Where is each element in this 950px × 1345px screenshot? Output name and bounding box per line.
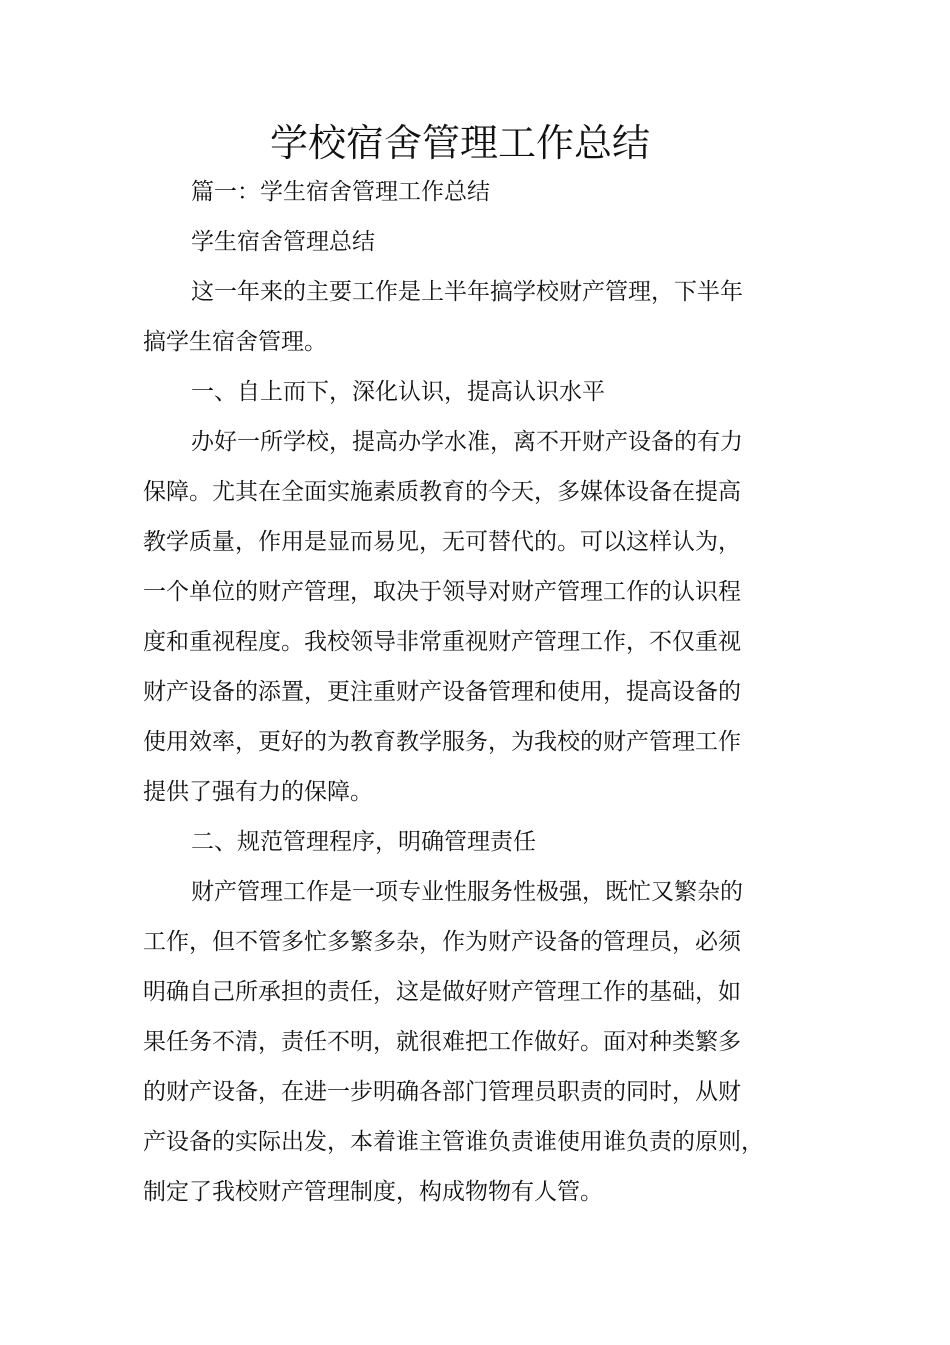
text-line: 度和重视程度。我校领导非常重视财产管理工作，不仅重视	[143, 629, 741, 655]
text-line: 果任务不清，责任不明，就很难把工作做好。面对种类繁多	[143, 1029, 741, 1055]
text-line: 使用效率，更好的为教育教学服务，为我校的财产管理工作	[143, 729, 741, 755]
text-line: 一、自上而下，深化认识，提高认识水平	[191, 379, 605, 405]
document-title: 学校宿舍管理工作总结	[269, 121, 650, 165]
paragraph-subtitle	[143, 217, 753, 267]
text-line: 明确自己所承担的责任，这是做好财产管理工作的基础，如	[143, 979, 741, 1005]
text-line: 财产设备的添置，更注重财产设备管理和使用，提高设备的	[143, 679, 741, 705]
text-line: 教学质量，作用是显而易见，无可替代的。可以这样认为，	[143, 529, 741, 555]
paragraph-intro	[143, 267, 753, 367]
text-line: 提供了强有力的保障。	[143, 779, 373, 805]
text-line: 搞学生宿舍管理。	[143, 329, 327, 355]
section-heading-two	[143, 817, 753, 867]
paragraph-section-one	[143, 417, 753, 817]
text-line: 产设备的实际出发，本着谁主管谁负责谁使用谁负责的原则，	[143, 1129, 764, 1155]
text-line: 的财产设备，在进一步明确各部门管理员职责的同时，从财	[143, 1079, 741, 1105]
text-line: 篇一：学生宿舍管理工作总结	[191, 179, 490, 205]
text-line: 制定了我校财产管理制度，构成物物有人管。	[143, 1179, 603, 1205]
document-body	[143, 167, 764, 1217]
text-line: 办好一所学校，提高办学水准，离不开财产设备的有力	[191, 429, 743, 455]
text-line: 保障。尤其在全面实施素质教育的今天，多媒体设备在提高	[143, 479, 741, 505]
text-line: 这一年来的主要工作是上半年搞学校财产管理，下半年	[191, 279, 743, 305]
paragraph-heading-part-one	[143, 167, 753, 217]
text-line: 二、规范管理程序，明确管理责任	[191, 829, 536, 855]
text-line: 财产管理工作是一项专业性服务性极强，既忙又繁杂的	[191, 879, 743, 905]
text-line: 学生宿舍管理总结	[191, 229, 375, 255]
text-line: 工作，但不管多忙多繁多杂，作为财产设备的管理员，必须	[143, 929, 741, 955]
paragraph-section-two	[143, 867, 764, 1217]
section-heading-one	[143, 367, 753, 417]
text-line: 一个单位的财产管理，取决于领导对财产管理工作的认识程	[143, 579, 741, 605]
